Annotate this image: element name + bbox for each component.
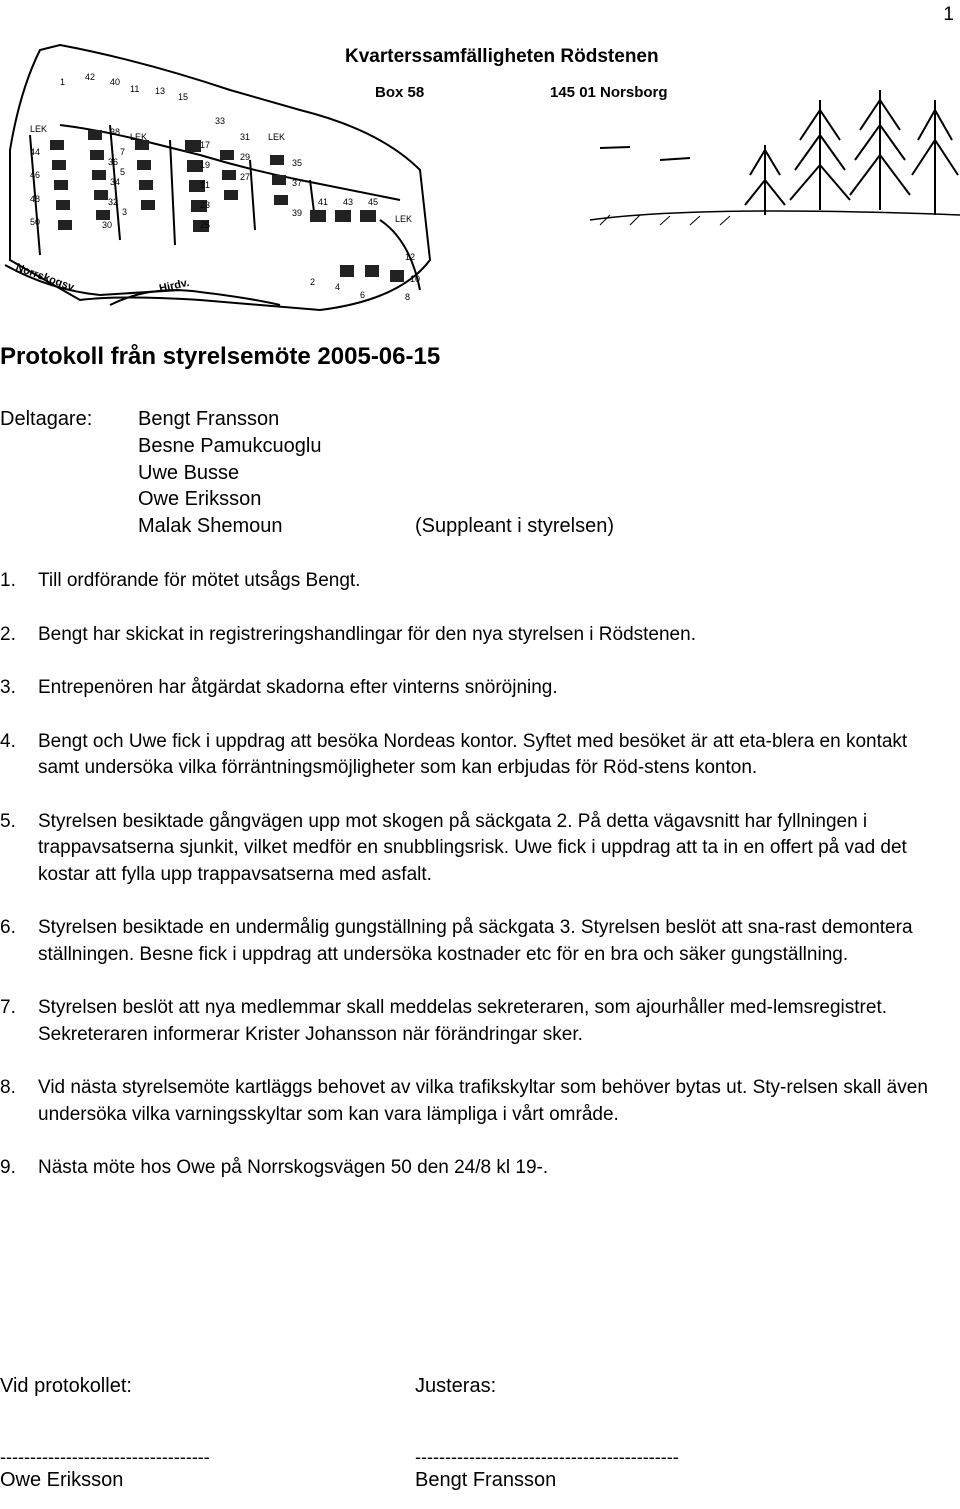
- document-title: Protokoll från styrelsemöte 2005-06-15: [0, 343, 441, 370]
- svg-text:46: 46: [30, 170, 41, 180]
- agenda-item-number: 8.: [0, 1077, 16, 1098]
- svg-text:LEK: LEK: [395, 214, 413, 224]
- svg-text:48: 48: [30, 194, 41, 204]
- svg-text:17: 17: [200, 140, 211, 150]
- svg-text:33: 33: [215, 116, 226, 126]
- svg-text:12: 12: [405, 252, 416, 262]
- svg-text:39: 39: [292, 208, 303, 218]
- agenda-item-number: 9.: [0, 1157, 16, 1178]
- agenda-item-number: 3.: [0, 677, 16, 698]
- attendee-name: Uwe Busse: [138, 462, 240, 484]
- svg-text:Norrskogsv.: Norrskogsv.: [13, 261, 78, 295]
- agenda-item-text: Till ordförande för mötet utsågs Bengt.: [38, 570, 361, 591]
- agenda-item-number: 7.: [0, 997, 16, 1018]
- letterhead: [0, 30, 960, 320]
- svg-text:31: 31: [240, 132, 251, 142]
- svg-text:5: 5: [120, 167, 126, 177]
- svg-text:43: 43: [343, 197, 354, 207]
- svg-text:1: 1: [60, 77, 66, 87]
- svg-text:11: 11: [130, 84, 140, 94]
- svg-text:37: 37: [292, 178, 303, 188]
- agenda-item-number: 5.: [0, 810, 16, 832]
- agenda-item-text: Vid nästa styrelsemöte kartläggs behovet av vilka trafikskyltar som behöver bytas ut. Sty-relsen skall även undersöka vilka varningsskyltar som kan vara lämpliga i vårt område.: [38, 1077, 928, 1125]
- svg-text:7: 7: [120, 147, 126, 157]
- org-box: Box 58: [375, 84, 425, 101]
- attendees-label: Deltagare:: [0, 408, 93, 430]
- svg-text:13: 13: [155, 86, 166, 96]
- svg-text:38: 38: [110, 127, 121, 137]
- attendee-name: Besne Pamukcuoglu: [138, 435, 322, 457]
- svg-text:41: 41: [318, 197, 329, 207]
- svg-text:3: 3: [122, 207, 128, 217]
- svg-text:10: 10: [410, 274, 421, 284]
- svg-text:15: 15: [178, 92, 189, 102]
- svg-text:25: 25: [200, 220, 211, 230]
- svg-text:44: 44: [30, 147, 41, 157]
- forest-sketch-icon: [590, 90, 960, 225]
- svg-text:29: 29: [240, 152, 251, 162]
- signature-adjuster: [415, 1375, 955, 1505]
- svg-text:36: 36: [108, 157, 119, 167]
- agenda-item-number: 4.: [0, 730, 16, 752]
- street-labels: [14, 262, 190, 295]
- agenda-item: [0, 1155, 940, 1182]
- agenda-item: [0, 1075, 940, 1128]
- svg-text:27: 27: [240, 172, 251, 182]
- svg-text:2: 2: [310, 277, 316, 287]
- svg-text:6: 6: [360, 290, 366, 300]
- svg-text:50: 50: [30, 217, 41, 227]
- agenda-item: [0, 995, 940, 1048]
- svg-text:32: 32: [108, 197, 119, 207]
- svg-text:34: 34: [110, 177, 121, 187]
- agenda-item-number: 1.: [0, 570, 16, 591]
- agenda-item-text: Styrelsen besiktade gångvägen upp mot skogen på säckgata 2. På detta vägavsnitt har fyllningen i trappavsatserna sjunkit, vilket medför en snubblingsrisk. Uwe fick i uppdrag att ta in en offert på vad det kostar att fylla upp trappavsatserna med asfalt.: [38, 810, 907, 885]
- svg-text:8: 8: [405, 292, 411, 302]
- svg-text:42: 42: [85, 72, 96, 82]
- agenda-item-text: Styrelsen beslöt att nya medlemmar skall meddelas sekreteraren, som ajourhåller med-lemsregistret. Sekreteraren informerar Krister Johansson när förändringar sker.: [38, 997, 888, 1045]
- signature-name: Bengt Fransson: [415, 1469, 557, 1491]
- svg-text:4: 4: [335, 282, 341, 292]
- agenda-item-text: Styrelsen besiktade en undermålig gungställning på säckgata 3. Styrelsen beslöt att sna-rast demontera ställningen. Besne fick i uppdrag att undersöka kostnader etc för en bra och säker gungställning.: [38, 917, 913, 965]
- signature-secretary: [0, 1375, 400, 1505]
- svg-text:35: 35: [292, 158, 303, 168]
- agenda-item: [0, 729, 940, 782]
- agenda-item: [0, 675, 940, 702]
- attendee-name: Owe Eriksson: [138, 488, 262, 510]
- signature-label: Justeras:: [415, 1375, 497, 1397]
- svg-text:40: 40: [110, 77, 121, 87]
- signature-name: Owe Eriksson: [0, 1469, 124, 1491]
- signature-line: -----------------------------------: [0, 1447, 210, 1467]
- page-number: 1: [943, 4, 954, 25]
- attendee-name: Bengt Fransson: [138, 408, 280, 430]
- agenda-item-number: 2.: [0, 623, 16, 645]
- svg-text:19: 19: [200, 160, 211, 170]
- svg-text:LEK: LEK: [130, 132, 148, 142]
- agenda-item: [0, 568, 940, 595]
- letterhead-illustration: [0, 30, 960, 320]
- signature-label: Vid protokollet:: [0, 1375, 132, 1397]
- agenda-item-text: Entrepenören har åtgärdat skadorna efter vinterns snöröjning.: [38, 677, 558, 698]
- agenda-item-text: Bengt och Uwe fick i uppdrag att besöka Nordeas kontor. Syftet med besöket är att eta-blera en kontakt samt undersöka vilka förräntningsmöjligheter som kan erbjudas för Röd-stens konton.: [38, 730, 908, 778]
- svg-text:21: 21: [200, 180, 211, 190]
- agenda-item: [0, 622, 940, 649]
- agenda-item: [0, 809, 940, 889]
- attendee-note: (Suppleant i styrelsen): [415, 515, 614, 537]
- map-labels: [30, 72, 420, 302]
- svg-text:30: 30: [102, 220, 113, 230]
- svg-text:45: 45: [368, 197, 379, 207]
- agenda-item-number: 6.: [0, 917, 16, 938]
- agenda-item-text: Nästa möte hos Owe på Norrskogsvägen 50 den 24/8 kl 19-.: [38, 1157, 549, 1178]
- signature-line: --------------------------------------------: [415, 1447, 679, 1467]
- svg-text:LEK: LEK: [30, 124, 48, 134]
- org-postal: 145 01 Norsborg: [550, 84, 668, 101]
- agenda-list: [0, 568, 940, 1209]
- svg-text:LEK: LEK: [268, 132, 286, 142]
- org-name: Kvarterssamfälligheten Rödstenen: [345, 46, 659, 67]
- agenda-item: [0, 915, 940, 968]
- svg-text:23: 23: [200, 200, 211, 210]
- agenda-item-text: Bengt har skickat in registreringshandlingar för den nya styrelsen i Rödstenen.: [38, 623, 696, 645]
- attendee-name: Malak Shemoun: [138, 515, 283, 537]
- svg-text:Hirdv.: Hirdv.: [158, 276, 191, 295]
